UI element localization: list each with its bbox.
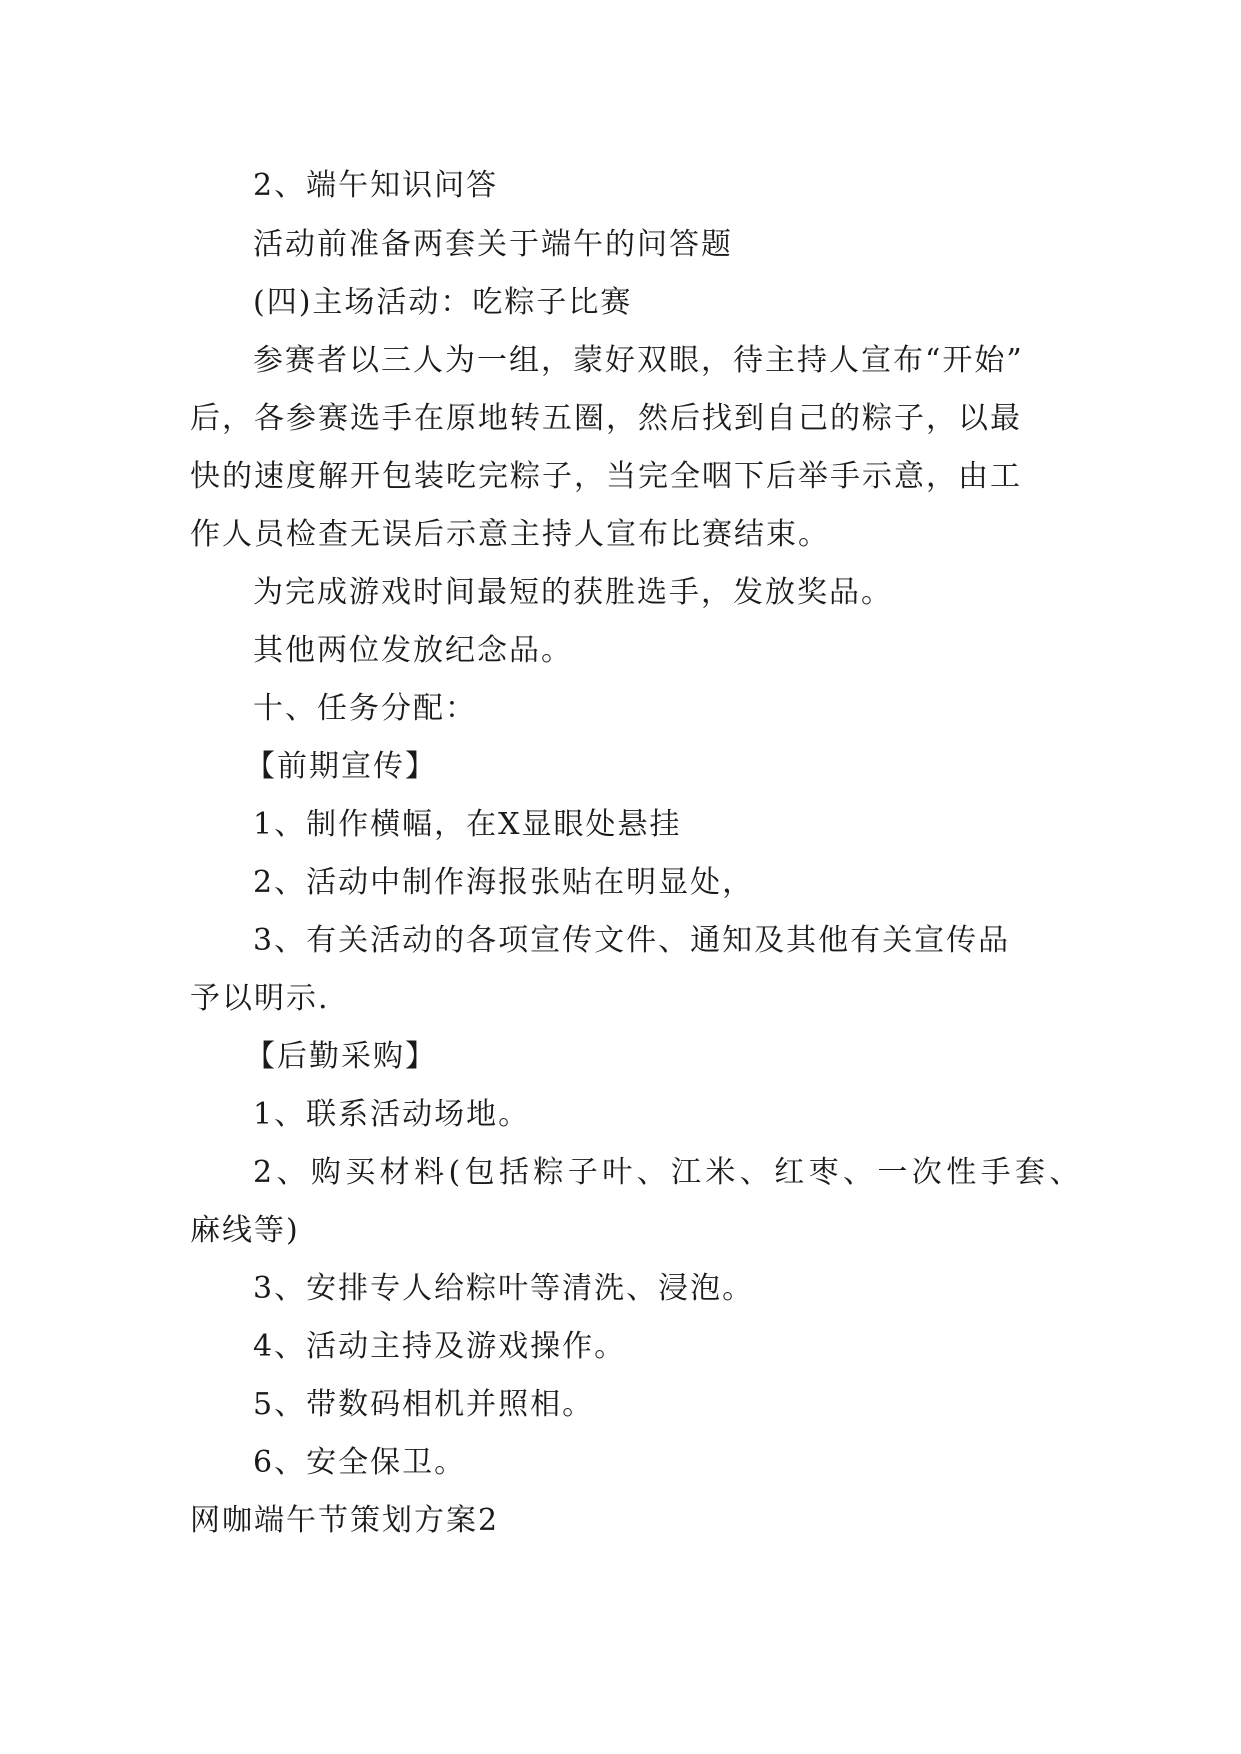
paragraph: 其他两位发放纪念品。 — [253, 633, 573, 668]
paragraph: 参赛者以三人为一组，蒙好双眼，待主持人宣布“开始” — [253, 343, 1024, 378]
list-item-continuation: 予以明示. — [190, 981, 330, 1016]
subsection-heading: 【前期宣传】 — [245, 749, 437, 784]
list-item: 2、活动中制作海报张贴在明显处， — [253, 865, 755, 900]
section-heading: (四)主场活动：吃粽子比赛 — [253, 285, 633, 320]
paragraph: 为完成游戏时间最短的获胜选手，发放奖品。 — [253, 575, 893, 610]
paragraph: 活动前准备两套关于端午的问答题 — [253, 227, 733, 262]
list-item: 5、带数码相机并照相。 — [253, 1387, 595, 1422]
list-item: 2、购买材料(包括粽子叶、江米、红枣、一次性手套、 — [253, 1155, 1084, 1190]
list-item: 6、安全保卫。 — [253, 1445, 467, 1480]
subsection-heading: 【后勤采购】 — [245, 1039, 437, 1074]
paragraph-continuation: 后，各参赛选手在原地转五圈，然后找到自己的粽子，以最 — [190, 401, 1022, 436]
document-title: 网咖端午节策划方案2 — [190, 1503, 500, 1538]
paragraph-continuation: 快的速度解开包装吃完粽子，当完全咽下后举手示意，由工 — [190, 459, 1022, 494]
list-item: 1、制作横幅，在X显眼处悬挂 — [253, 807, 682, 842]
list-item: 3、安排专人给粽叶等清洗、浸泡。 — [253, 1271, 755, 1306]
list-item: 4、活动主持及游戏操作。 — [253, 1329, 627, 1364]
list-item-continuation: 麻线等) — [190, 1213, 300, 1248]
section-heading: 十、任务分配： — [253, 691, 477, 726]
list-item: 1、联系活动场地。 — [253, 1097, 531, 1132]
paragraph-continuation: 作人员检查无误后示意主持人宣布比赛结束。 — [190, 517, 830, 552]
list-item: 3、有关活动的各项宣传文件、通知及其他有关宣传品 — [253, 923, 1011, 958]
list-item: 2、端午知识问答 — [253, 168, 499, 203]
